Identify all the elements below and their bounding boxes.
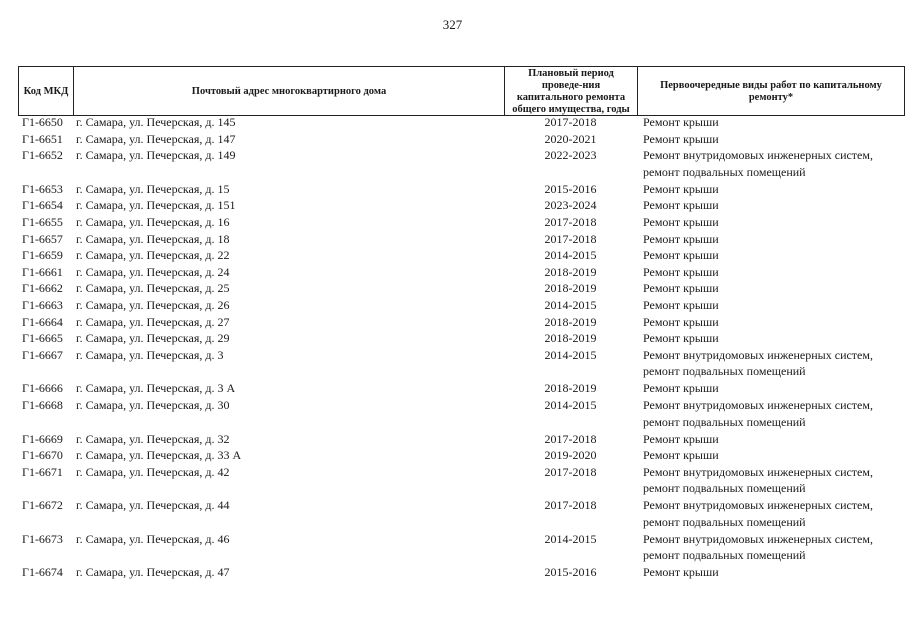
row-code: Г1-6651 (22, 131, 63, 146)
row-address: г. Самара, ул. Печерская, д. 26 (76, 297, 230, 312)
row-period: 2019-2020 (544, 448, 597, 463)
row-works-line1: Ремонт крыши (643, 264, 719, 279)
page-number: 327 (442, 17, 463, 32)
row-period: 2018-2019 (544, 381, 597, 396)
header-works: Первоочередные виды работ по капитальному ремонту* (637, 67, 905, 116)
table-row (18, 264, 905, 281)
row-works (643, 314, 719, 331)
row-code: Г1-6670 (22, 448, 63, 463)
table-row (18, 380, 905, 397)
row-works-line1: Ремонт внутридомовых инженерных систем, (643, 464, 873, 479)
row-code: Г1-6668 (22, 397, 63, 412)
row-address: г. Самара, ул. Печерская, д. 32 (76, 431, 230, 446)
row-period: 2022-2023 (544, 148, 597, 163)
row-works-line1: Ремонт крыши (643, 198, 719, 213)
row-code: Г1-6655 (22, 214, 63, 229)
row-works (643, 564, 719, 581)
row-code: Г1-6665 (22, 331, 63, 346)
row-period: 2023-2024 (544, 198, 597, 213)
table-row (18, 214, 905, 231)
row-address: г. Самара, ул. Печерская, д. 29 (76, 331, 230, 346)
row-address: г. Самара, ул. Печерская, д. 145 (76, 115, 236, 129)
table-row (18, 280, 905, 297)
table-row (18, 330, 905, 347)
table-row (18, 114, 905, 131)
row-address: г. Самара, ул. Печерская, д. 25 (76, 281, 230, 296)
row-period: 2017-2018 (544, 214, 597, 229)
row-address: г. Самара, ул. Печерская, д. 3 (76, 347, 224, 362)
table-row (18, 531, 905, 565)
row-works-line1: Ремонт внутридомовых инженерных систем, (643, 347, 873, 362)
row-address: г. Самара, ул. Печерская, д. 3 А (76, 381, 236, 396)
table-row (18, 397, 905, 431)
row-address: г. Самара, ул. Печерская, д. 22 (76, 248, 230, 263)
row-address: г. Самара, ул. Печерская, д. 46 (76, 531, 230, 546)
row-code: Г1-6664 (22, 314, 63, 329)
row-period: 2017-2018 (544, 498, 597, 513)
table-row (18, 447, 905, 464)
row-address: г. Самара, ул. Печерская, д. 16 (76, 214, 230, 229)
row-period: 2017-2018 (544, 231, 597, 246)
row-period: 2015-2016 (544, 181, 597, 196)
table-row (18, 131, 905, 148)
row-period: 2014-2015 (544, 297, 597, 312)
row-works-line2: ремонт подвальных помещений (643, 514, 806, 529)
row-works (643, 497, 873, 530)
row-works-line1: Ремонт крыши (643, 248, 719, 263)
header-address: Почтовый адрес многоквартирного дома (73, 67, 504, 116)
row-period: 2017-2018 (544, 115, 597, 129)
row-code: Г1-6662 (22, 281, 63, 296)
row-works-line1: Ремонт крыши (643, 115, 719, 129)
row-address: г. Самара, ул. Печерская, д. 147 (76, 131, 236, 146)
row-works-line1: Ремонт крыши (643, 181, 719, 196)
row-works (643, 197, 719, 214)
row-works-line1: Ремонт внутридомовых инженерных систем, (643, 148, 873, 163)
row-works (643, 347, 873, 380)
row-address: г. Самара, ул. Печерская, д. 18 (76, 231, 230, 246)
row-address: г. Самара, ул. Печерская, д. 24 (76, 264, 230, 279)
row-code: Г1-6659 (22, 248, 63, 263)
row-period: 2020-2021 (544, 131, 597, 146)
row-works (643, 280, 719, 297)
row-works (643, 131, 719, 148)
row-address: г. Самара, ул. Печерская, д. 27 (76, 314, 230, 329)
row-works-line1: Ремонт внутридомовых инженерных систем, (643, 531, 873, 546)
row-works (643, 114, 719, 131)
row-period: 2017-2018 (544, 431, 597, 446)
row-works (643, 297, 719, 314)
row-code: Г1-6657 (22, 231, 63, 246)
header-code: Код МКД (18, 67, 73, 116)
row-works (643, 247, 719, 264)
row-works (643, 181, 719, 198)
row-works-line1: Ремонт внутридомовых инженерных систем, (643, 397, 873, 412)
row-code: Г1-6650 (22, 115, 63, 129)
row-works-line1: Ремонт крыши (643, 214, 719, 229)
row-works (643, 431, 719, 448)
row-code: Г1-6672 (22, 498, 63, 513)
row-period: 2014-2015 (544, 397, 597, 412)
row-code: Г1-6652 (22, 148, 63, 163)
row-code: Г1-6673 (22, 531, 63, 546)
table-row (18, 564, 905, 581)
row-works-line1: Ремонт крыши (643, 381, 719, 396)
row-code: Г1-6653 (22, 181, 63, 196)
table-row (18, 197, 905, 214)
row-period: 2018-2019 (544, 264, 597, 279)
row-works (643, 264, 719, 281)
row-address: г. Самара, ул. Печерская, д. 149 (76, 148, 236, 163)
row-works (643, 214, 719, 231)
row-address: г. Самара, ул. Печерская, д. 44 (76, 498, 230, 513)
row-works-line2: ремонт подвальных помещений (643, 164, 806, 179)
row-code: Г1-6669 (22, 431, 63, 446)
row-works-line1: Ремонт крыши (643, 565, 719, 580)
row-works-line1: Ремонт крыши (643, 281, 719, 296)
row-works-line1: Ремонт крыши (643, 331, 719, 346)
table-body (18, 114, 905, 581)
row-period: 2015-2016 (544, 565, 597, 580)
row-code: Г1-6663 (22, 297, 63, 312)
row-works (643, 397, 873, 430)
table-row (18, 297, 905, 314)
row-address: г. Самара, ул. Печерская, д. 30 (76, 397, 230, 412)
row-works (643, 531, 873, 564)
row-address: г. Самара, ул. Печерская, д. 33 А (76, 448, 242, 463)
table-row (18, 431, 905, 448)
table-row (18, 497, 905, 531)
row-period: 2018-2019 (544, 331, 597, 346)
row-works (643, 464, 873, 497)
header-period: Плановый период проведе-ния капитального ремонта общего имущества, годы (504, 67, 637, 116)
table-row (18, 231, 905, 248)
row-works (643, 380, 719, 397)
row-address: г. Самара, ул. Печерская, д. 15 (76, 181, 230, 196)
row-works-line1: Ремонт крыши (643, 297, 719, 312)
table-row (18, 314, 905, 331)
row-code: Г1-6671 (22, 464, 63, 479)
row-works (643, 447, 719, 464)
row-address: г. Самара, ул. Печерская, д. 42 (76, 464, 230, 479)
row-address: г. Самара, ул. Печерская, д. 151 (76, 198, 236, 213)
row-code: Г1-6667 (22, 347, 63, 362)
row-works-line2: ремонт подвальных помещений (643, 548, 806, 563)
row-works-line1: Ремонт крыши (643, 448, 719, 463)
row-code: Г1-6661 (22, 264, 63, 279)
row-works-line2: ремонт подвальных помещений (643, 364, 806, 379)
row-works-line1: Ремонт крыши (643, 131, 719, 146)
row-works (643, 231, 719, 248)
row-code: Г1-6654 (22, 198, 63, 213)
row-works-line1: Ремонт крыши (643, 314, 719, 329)
row-works-line2: ремонт подвальных помещений (643, 481, 806, 496)
table-row (18, 464, 905, 498)
row-period: 2014-2015 (544, 347, 597, 362)
row-period: 2014-2015 (544, 248, 597, 263)
row-period: 2018-2019 (544, 281, 597, 296)
row-works-line1: Ремонт внутридомовых инженерных систем, (643, 498, 873, 513)
row-works-line1: Ремонт крыши (643, 231, 719, 246)
row-works (643, 147, 873, 180)
row-works (643, 330, 719, 347)
row-code: Г1-6674 (22, 565, 63, 580)
row-period: 2014-2015 (544, 531, 597, 546)
table-row (18, 147, 905, 181)
table-row (18, 347, 905, 381)
table-row (18, 247, 905, 264)
table-header (18, 66, 905, 116)
row-works-line2: ремонт подвальных помещений (643, 414, 806, 429)
row-works-line1: Ремонт крыши (643, 431, 719, 446)
row-period: 2018-2019 (544, 314, 597, 329)
row-address: г. Самара, ул. Печерская, д. 47 (76, 565, 230, 580)
table-row (18, 181, 905, 198)
row-code: Г1-6666 (22, 381, 63, 396)
row-period: 2017-2018 (544, 464, 597, 479)
